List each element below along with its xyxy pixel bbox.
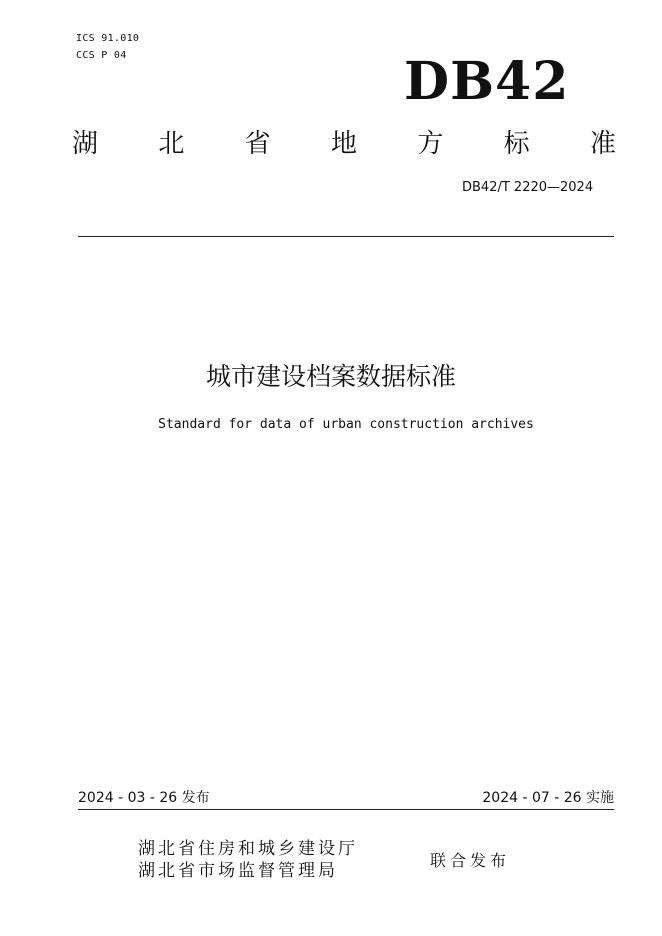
- ics-code: ICS 91.010: [76, 33, 140, 44]
- ccs-code: CCS P 04: [76, 50, 127, 61]
- standard-code: DB42: [404, 51, 570, 112]
- standard-type-char: 标: [503, 129, 530, 159]
- standard-type-char: 湖: [72, 129, 99, 159]
- top-divider: [78, 236, 614, 237]
- standard-type-char: 省: [244, 129, 271, 159]
- implementation-date: 2024 - 07 - 26 实施: [482, 790, 614, 806]
- standard-type-char: 方: [417, 129, 444, 159]
- bottom-divider: [78, 809, 614, 810]
- standard-type: [72, 124, 616, 164]
- joint-issue-label: 联合发布: [430, 851, 511, 870]
- issue-date: 2024 - 03 - 26 发布: [78, 790, 210, 806]
- issuer: 湖北省市场监督管理局: [138, 861, 338, 881]
- issuer-list: [138, 838, 358, 882]
- issuer: 湖北省住房和城乡建设厅: [138, 839, 358, 859]
- standard-type-char: 准: [589, 129, 616, 159]
- title-english: Standard for data of urban construction archives: [158, 417, 534, 432]
- standard-type-char: 地: [330, 129, 357, 159]
- standard-type-char: 北: [158, 129, 185, 159]
- title-chinese: 城市建设档案数据标准: [205, 362, 456, 391]
- standard-number: DB42/T 2220—2024: [462, 180, 594, 195]
